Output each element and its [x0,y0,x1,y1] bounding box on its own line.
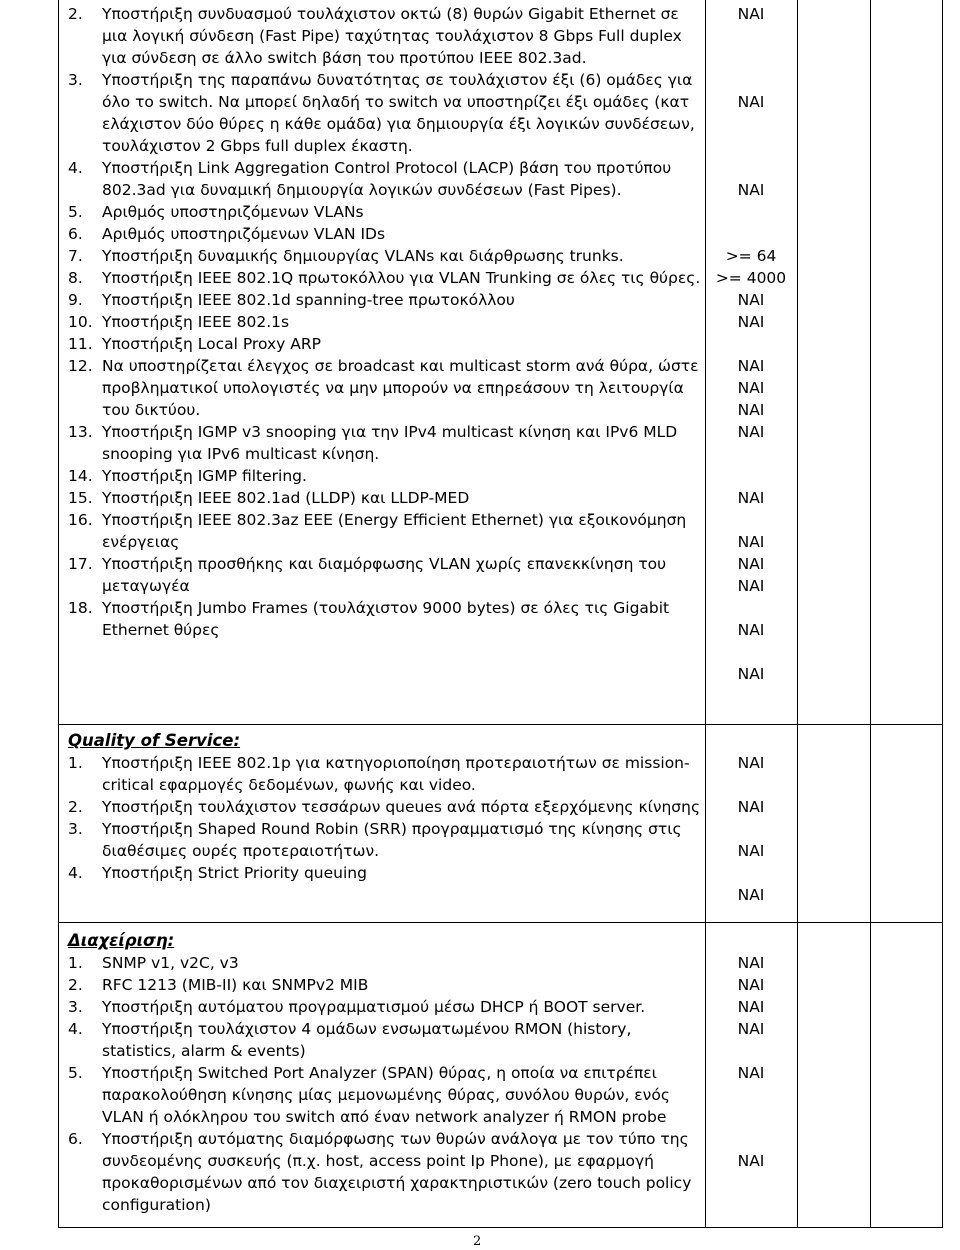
qos-section [68,730,706,884]
section-heading: Διαχείριση: [68,931,175,950]
list-item: 13. Υποστήριξη IGMP v3 snooping για την IPv4 multicast κίνηση και IPv6 MLD snooping για IPv6 multicast κίνηση. [68,423,678,463]
row-divider-2 [58,922,943,923]
answer-cell: ΝΑΙ [737,842,765,860]
list-item: 3. Υποστήριξη αυτόματου προγραμματισμού μέσω DHCP ή BOOT server. [68,998,646,1016]
answer-cell: ΝΑΙ [737,577,765,595]
list-item: 8. Υποστήριξη IEEE 802.1Q πρωτοκόλλου για VLAN Trunking σε όλες τις θύρες. [68,269,701,287]
list-item: 2. Υποστήριξη τουλάχιστον τεσσάρων queues ανά πόρτα εξερχόμενης κίνησης [68,798,701,816]
answer-cell: ΝΑΙ [737,1020,765,1038]
column-divider-2 [870,0,871,1228]
answer-cell: ΝΑΙ [737,886,765,904]
table-border-bottom [58,1227,943,1228]
list-item: 4. Υποστήριξη Strict Priority queuing [68,864,367,882]
answer-cell: ΝΑΙ [737,291,765,309]
page-number: 2 [473,1234,482,1249]
answer-cell: >= 64 [725,247,777,265]
list-item: 2. RFC 1213 (MIB-II) και SNMPv2 MIB [68,976,369,994]
list-item: 3. Υποστήριξη της παραπάνω δυνατότητας σε τουλάχιστον έξι (6) ομάδες για όλο το switch. Να μπορεί δηλαδή το switch να υποστηρίζει έξι ομάδες (κατ ελάχιστον δύο θύρες η κάθε ομάδα) για δημιουργία έξι λογικών συνδέσεων, τουλάχιστον 2 Gbps full duplex έκαστη. [68,71,695,155]
list-item: 15. Υποστήριξη IEEE 802.1ad (LLDP) και LLDP-MED [68,489,470,507]
row-divider-1 [58,724,943,725]
answer-cell: ΝΑΙ [737,754,765,772]
answer-cell: ΝΑΙ [737,379,765,397]
list-item: 14. Υποστήριξη IGMP filtering. [68,467,307,485]
management-section [68,930,706,1216]
answer-cell: ΝΑΙ [737,423,765,441]
column-divider-3 [942,0,943,1228]
list-item: 4. Υποστήριξη Link Aggregation Control Protocol (LACP) βάση του προτύπου 802.3ad για δυναμική δημιουργία λογικών συνδέσεων (Fast Pipes). [68,159,672,199]
list-item: 2. Υποστήριξη συνδυασμού τουλάχιστον οκτώ (8) θυρών Gigabit Ethernet σε μια λογική σύνδεση (Fast Pipe) ταχύτητας τουλάχιστον 8 Gbps Full duplex για σύνδεση σε άλλο switch βάση του προτύπου IEEE 802.3ad. [68,5,682,67]
answer-cell: ΝΑΙ [737,1064,765,1082]
section-heading: Quality of Service: [68,731,241,750]
answer-cell: ΝΑΙ [737,5,765,23]
list-item: 1. SNMP v1, v2C, v3 [68,954,239,972]
answer-cell: ΝΑΙ [737,313,765,331]
answer-cell: ΝΑΙ [737,555,765,573]
list-item: 3. Υποστήριξη Shaped Round Robin (SRR) προγραμματισμό της κίνησης στις διαθέσιμες ουρές προτεραιοτήτων. [68,820,682,860]
answer-cell: ΝΑΙ [737,181,765,199]
answer-cell: ΝΑΙ [737,489,765,507]
answer-cell: ΝΑΙ [737,998,765,1016]
answer-cell: ΝΑΙ [737,401,765,419]
answer-cell: ΝΑΙ [737,93,765,111]
list-item: 6. Υποστήριξη αυτόματης διαμόρφωσης των θυρών ανάλογα με τον τύπο της συνδεομένης συσκευής (π.χ. host, access point Ip Phone), με εφαρμογή προκαθορισμένων από τον διαχειριστή χαρακτηριστικών (zero touch policy configuration) [68,1130,692,1214]
list-item: 10. Υποστήριξη IEEE 802.1s [68,313,290,331]
answer-cell: ΝΑΙ [737,1152,765,1170]
answer-cell: ΝΑΙ [737,621,765,639]
list-item: 12. Να υποστηρίζεται έλεγχος σε broadcast και multicast storm ανά θύρα, ώστε προβληματικοί υπολογιστές να μην μπορούν να επηρεάσουν τη λειτουργία του δικτύου. [68,357,699,419]
answer-cell: ΝΑΙ [737,976,765,994]
answer-cell: ΝΑΙ [737,665,765,683]
answer-cell: ΝΑΙ [737,357,765,375]
answer-cell: ΝΑΙ [737,533,765,551]
list-item: 9. Υποστήριξη IEEE 802.1d spanning-tree πρωτοκόλλου [68,291,515,309]
answer-cell: ΝΑΙ [737,798,765,816]
list-item: 7. Υποστήριξη δυναμικής δημιουργίας VLANs και διάρθρωσης trunks. [68,247,624,265]
list-item: 4. Υποστήριξη τουλάχιστον 4 ομάδων ενσωματωμένου RMON (history, statistics, alarm & events) [68,1020,632,1060]
answer-cell: ΝΑΙ [737,954,765,972]
list-item: 17. Υποστήριξη προσθήκης και διαμόρφωσης VLAN χωρίς επανεκκίνηση του μεταγωγέα [68,555,667,595]
list-item: 1. Υποστήριξη IEEE 802.1p για κατηγοριοποίηση προτεραιοτήτων σε mission-critical εφαρμογές δεδομένων, φωνής και video. [68,754,690,794]
list-item: 11. Υποστήριξη Local Proxy ARP [68,335,321,353]
switch-features-section [68,3,706,641]
table-border-left [58,0,59,1228]
list-item: 6. Αριθμός υποστηριζόμενων VLAN IDs [68,225,386,243]
column-divider-1 [797,0,798,1228]
list-item: 16. Υποστήριξη IEEE 802.3az EEE (Energy Efficient Ethernet) για εξοικονόμηση ενέργειας [68,511,687,551]
list-item: 5. Υποστήριξη Switched Port Analyzer (SPAN) θύρας, η οποία να επιτρέπει παρακολούθηση κίνησης μίας μεμονωμένης θύρας, συνόλου θυρών, ενός VLAN ή ολόκληρου του switch από έναν network analyzer ή RMON probe [68,1064,670,1126]
list-item: 5. Αριθμός υποστηριζόμενων VLANs [68,203,364,221]
list-item: 18. Υποστήριξη Jumbo Frames (τουλάχιστον 9000 bytes) σε όλες τις Gigabit Ethernet θύρες [68,599,670,639]
answer-cell: >= 4000 [715,269,787,287]
